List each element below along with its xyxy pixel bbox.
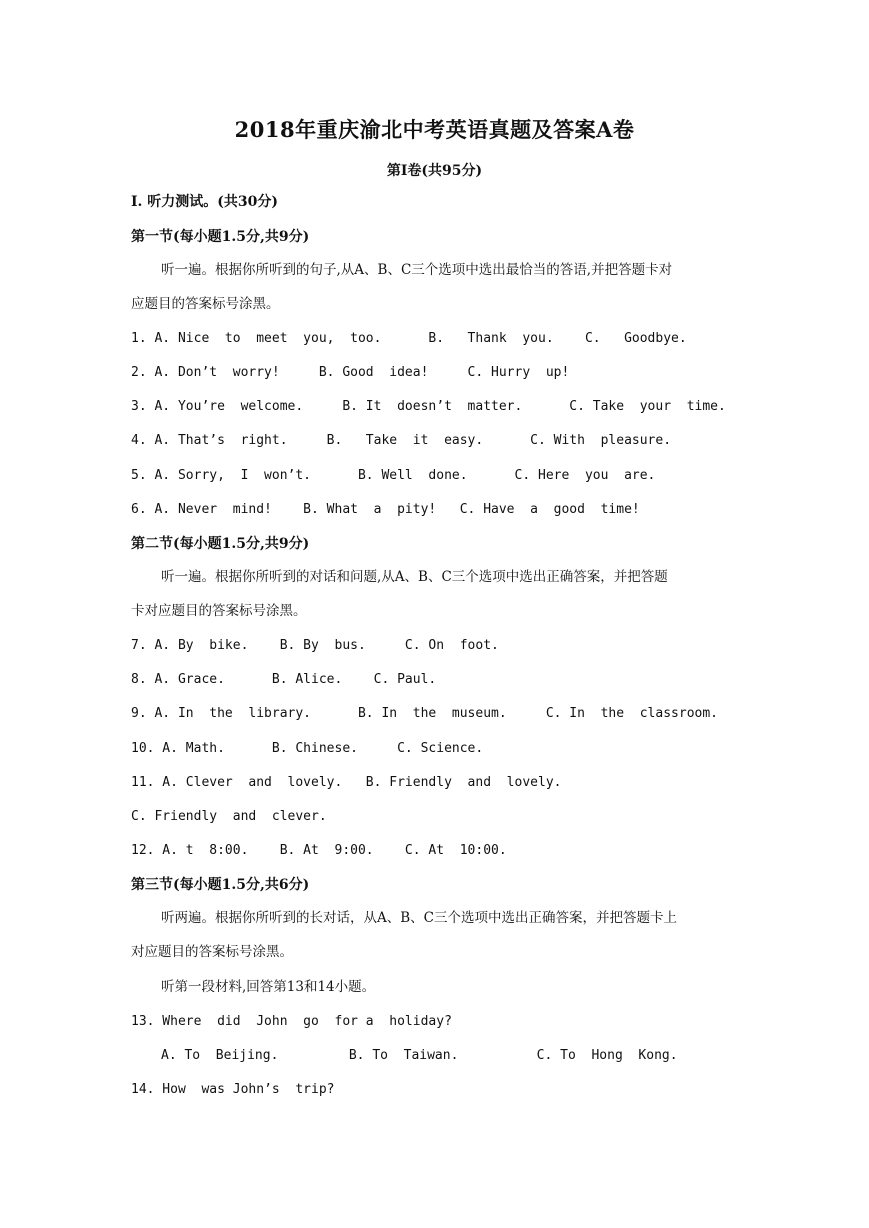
question-12: 12. A. t 8:00. B. At 9:00. C. At 10:00. (131, 843, 507, 858)
question-2: 2. A. Don’t worry! B. Good idea! C. Hurry up! (131, 365, 570, 380)
section-heading-3: 第三节(每小题1.5分,共6分) (131, 877, 310, 893)
section-3-instruction-cont: 对应题目的答案标号涂黑。 (131, 944, 293, 960)
section-3-instruction: 听两遍。根据你所听到的长对话，从A、B、C三个选项中选出正确答案，并把答题卡上 (161, 910, 677, 926)
question-10: 10. A. Math. B. Chinese. C. Science. (131, 741, 484, 756)
question-5: 5. A. Sorry, I won’t. B. Well done. C. Here you are. (131, 468, 656, 483)
document-title: 2018年重庆渝北中考英语真题及答案A卷 (234, 117, 635, 142)
question-6: 6. A. Never mind! B. What a pity! C. Have a good time! (131, 502, 640, 517)
document-subtitle: 第Ⅰ卷(共95分) (386, 163, 483, 179)
question-7: 7. A. By bike. B. By bus. C. On foot. (131, 638, 499, 653)
question-8: 8. A. Grace. B. Alice. C. Paul. (131, 672, 437, 687)
section-1-instruction: 听一遍。根据你所听到的句子,从A、B、C三个选项中选出最恰当的答语,并把答题卡对 (161, 262, 673, 278)
section-1-instruction-cont: 应题目的答案标号涂黑。 (131, 296, 280, 312)
question-13: 13. Where did John go for a holiday? (131, 1014, 452, 1029)
question-4: 4. A. That’s right. B. Take it easy. C. With pleasure. (131, 433, 672, 448)
question-14: 14. How was John’s trip? (131, 1082, 335, 1097)
section-2-instruction-cont: 卡对应题目的答案标号涂黑。 (131, 603, 307, 619)
question-13-options: A. To Beijing. B. To Taiwan. C. To Hong Kong. (161, 1048, 678, 1063)
section-heading-1: 第一节(每小题1.5分,共9分) (131, 229, 310, 245)
question-9: 9. A. In the library. B. In the museum. C. In the classroom. (131, 706, 718, 721)
question-1: 1. A. Nice to meet you, too. B. Thank you. C. Goodbye. (131, 331, 687, 346)
part-heading: Ⅰ. 听力测试。(共30分) (131, 194, 279, 210)
section-heading-2: 第二节(每小题1.5分,共9分) (131, 536, 310, 552)
section-2-instruction: 听一遍。根据你所听到的对话和问题,从A、B、C三个选项中选出正确答案，并把答题 (161, 569, 668, 585)
question-11-option-c: C. Friendly and clever. (131, 809, 327, 824)
question-11: 11. A. Clever and lovely. B. Friendly and lovely. (131, 775, 562, 790)
question-3: 3. A. You’re welcome. B. It doesn’t matter. C. Take your time. (131, 399, 726, 414)
material-note: 听第一段材料,回答第13和14小题。 (161, 979, 376, 995)
